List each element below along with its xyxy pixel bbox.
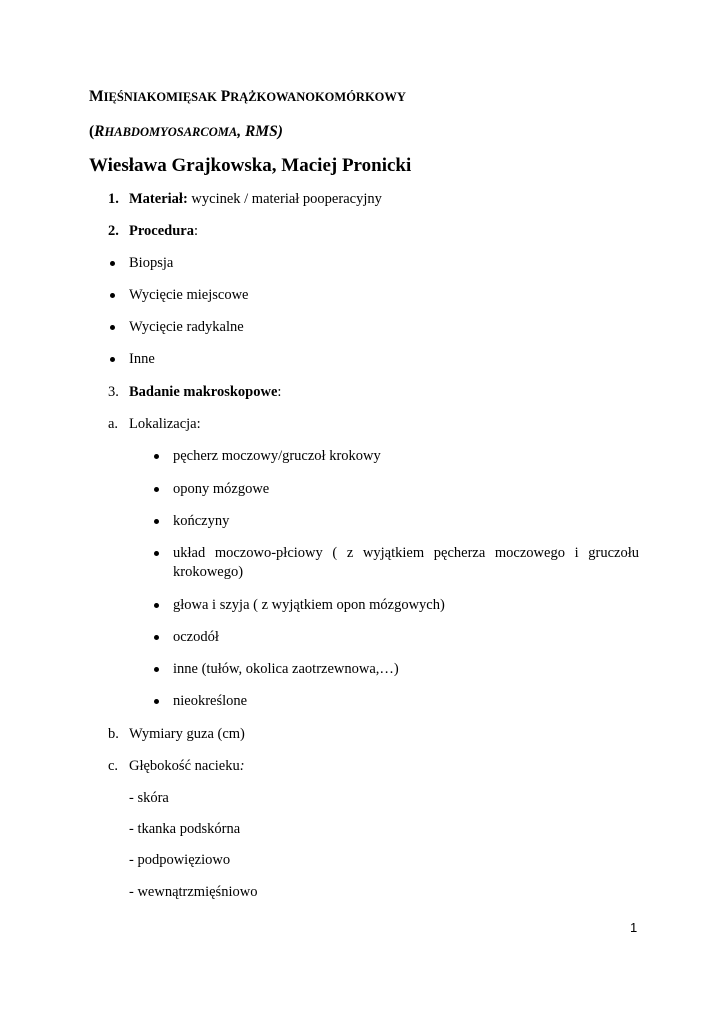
bullet-icon	[154, 519, 159, 524]
section-2-colon: :	[193, 223, 198, 239]
subtitle-tail: , RMS)	[237, 123, 283, 140]
bullet-icon	[110, 325, 115, 330]
subsection-c-colon: :	[239, 758, 245, 774]
section-3-colon: :	[277, 384, 282, 400]
subsection-c-letter: c.	[108, 758, 119, 774]
depth-item: - podpowięziowo	[129, 852, 231, 868]
authors: Wiesława Grajkowska, Maciej Pronicki	[89, 155, 412, 176]
section-3-label: Badanie makroskopowe	[129, 384, 278, 400]
procedure-item: Wycięcie radykalne	[129, 319, 244, 335]
depth-item: - tkanka podskórna	[129, 821, 241, 837]
bullet-icon	[154, 487, 159, 492]
location-item: oczodół	[173, 629, 219, 645]
section-1-label: Materiał:	[129, 191, 188, 207]
procedure-item: Biopsja	[129, 255, 174, 271]
subsection-c-label: Głębokość nacieku	[129, 758, 240, 774]
document-subtitle	[89, 123, 283, 141]
bullet-icon	[110, 293, 115, 298]
subsection-b-letter: b.	[108, 726, 119, 742]
section-2-label: Procedura	[129, 223, 194, 239]
subtitle-open-paren: (	[89, 123, 95, 140]
title-word-2: RĄŻKOWANOKOMÓRKOWY	[230, 90, 406, 104]
subtitle-latin-initial: R	[94, 123, 105, 140]
location-item: nieokreślone	[173, 693, 248, 709]
procedure-item: Wycięcie miejscowe	[129, 287, 249, 303]
bullet-icon	[154, 603, 159, 608]
bullet-icon	[154, 667, 159, 672]
bullet-icon	[110, 357, 115, 362]
section-3	[129, 383, 281, 401]
subsection-a-letter: a.	[108, 416, 119, 432]
section-2-number: 2.	[108, 223, 119, 239]
document-title	[89, 88, 406, 106]
section-1	[129, 190, 382, 208]
subsection-c	[129, 757, 245, 775]
title-word-1: IĘŚNIAKOMIĘSAK	[103, 90, 217, 104]
section-1-number: 1.	[108, 191, 119, 207]
location-item: inne (tułów, okolica zaotrzewnowa,…)	[173, 661, 399, 677]
section-2	[129, 222, 198, 240]
bullet-icon	[154, 551, 159, 556]
depth-item: - skóra	[129, 790, 169, 806]
bullet-icon	[154, 454, 159, 459]
section-3-number: 3.	[108, 384, 119, 400]
subtitle-latin-name: HABDOMYOSARCOMA	[104, 125, 238, 139]
location-item: pęcherz moczowy/gruczoł krokowy	[173, 448, 381, 464]
title-initial: M	[89, 88, 104, 105]
bullet-icon	[154, 699, 159, 704]
section-1-text: wycinek / materiał pooperacyjny	[187, 191, 382, 207]
bullet-icon	[110, 261, 115, 266]
subsection-a-label: Lokalizacja:	[129, 416, 201, 432]
title-initial-2: P	[220, 88, 231, 105]
location-item: układ moczowo-płciowy ( z wyjątkiem pęcherza moczowego i gruczołu krokowego)	[173, 545, 639, 580]
procedure-item: Inne	[129, 351, 155, 367]
location-item: kończyny	[173, 513, 230, 529]
page-number: 1	[630, 920, 638, 935]
location-item: głowa i szyja ( z wyjątkiem opon mózgowych)	[173, 597, 445, 613]
depth-item: - wewnątrzmięśniowo	[129, 884, 258, 900]
subsection-b-label: Wymiary guza (cm)	[129, 726, 245, 742]
location-item: opony mózgowe	[173, 481, 270, 497]
bullet-icon	[154, 635, 159, 640]
